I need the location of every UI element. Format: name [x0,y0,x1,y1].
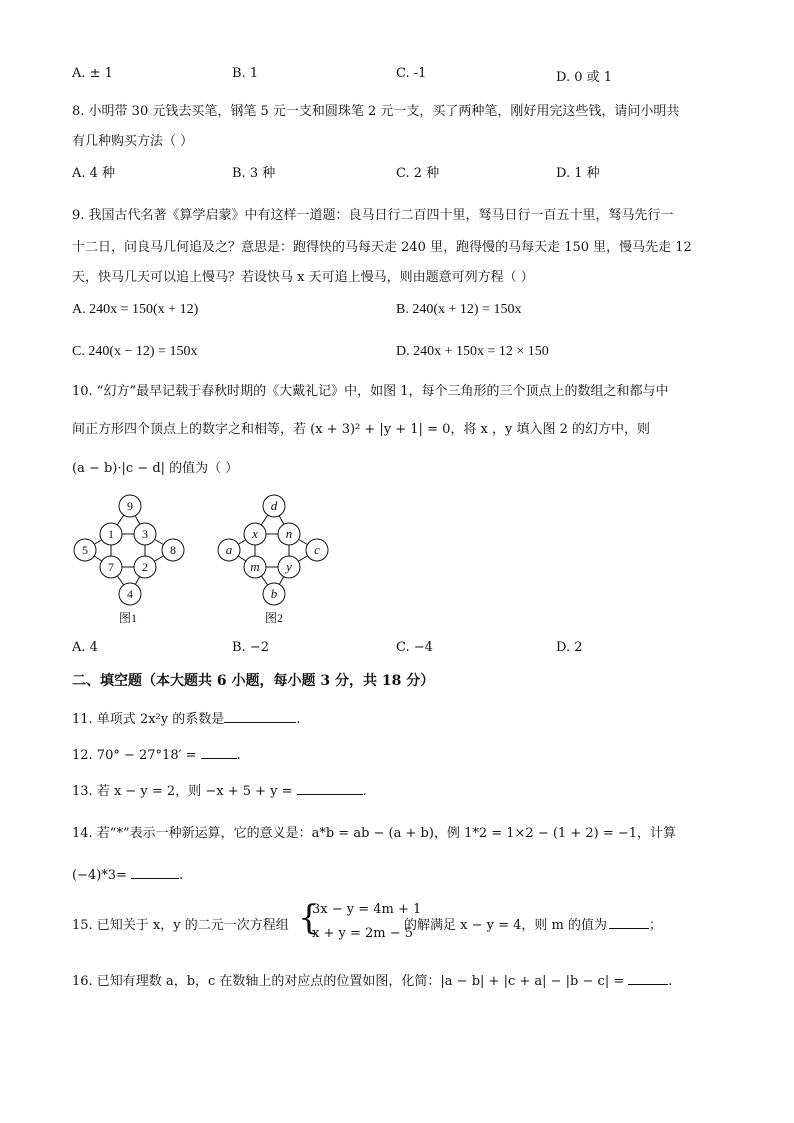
q8-stem-line2: 有几种购买方法（ ） [72,134,194,149]
q10-stem-line2: 间正方形四个顶点上的数字之和相等，若 (x + 3)² + |y + 1| = 0，将 x ，y 填入图 2 的幻方中，则 [72,422,650,437]
fig1-node-inner-br: 2 [142,560,148,574]
fig2-node-inner-bl: m [250,559,260,574]
q14-expression: (−4)*3= [72,868,127,883]
q8-option-b[interactable]: B. 3 种 [232,166,276,181]
q9-stem-line1: 9. 我国古代名著《算学启蒙》中有这样一道题：良马日行二百四十里，驽马日行一百五十里，驽马先行一 [72,208,674,223]
q16 [72,970,672,989]
fig2-node-right: c [314,542,320,557]
fig1-caption: 图1 [118,611,138,625]
q14-stem-line1: 14. 若“*”表示一种新运算，它的意义是：a*b = ab − (a + b)，例 1*2 = 1×2 − (1 + 2) = −1，计算 [72,826,677,841]
q11 [72,708,300,727]
q11-text: 11. 单项式 2x²y 的系数是 [72,712,225,727]
q10-options [72,640,732,662]
q9-stem-line2: 十二日，问良马几何追及之？意思是：跑得快的马每天走 240 里，跑得慢的马每天走 150 里，慢马先走 12 [72,240,692,255]
q8-options [72,162,732,184]
q10-stem-line1: 10. “幻方”最早记载于春秋时期的《大戴礼记》中，如图 1，每个三角形的三个顶点上的数组之和都与中 [72,384,669,399]
fig2-node-inner-br: y [286,559,292,574]
q15-tail [404,914,662,933]
q7-option-b[interactable]: B. 1 [232,66,259,81]
q13-text: 13. 若 x − y = 2，则 −x + 5 + y = [72,784,293,799]
q15-eq1: 3x − y = 4m + 1 [312,902,422,917]
q16-answer-blank[interactable] [628,970,668,985]
fig2-node-top: d [270,498,278,513]
fig2-node-left: a [225,542,233,557]
q11-answer-blank[interactable] [224,708,296,723]
fig1-node-inner-tr: 3 [142,527,148,541]
q15-text: 15. 已知关于 x，y 的二元一次方程组 [72,918,289,933]
fig1-node-top: 9 [127,499,133,513]
q10-option-a[interactable]: A. 4 [72,640,98,655]
q8-option-d[interactable]: D. 1 种 [556,166,600,181]
fig2-node-bottom: b [270,586,278,601]
q13-end: . [362,784,367,799]
q14-end: . [178,868,184,883]
q9-options-row2 [72,344,732,366]
q9-option-c[interactable]: C. 240(x − 12) = 150x [72,344,198,359]
q8-stem-line1: 8. 小明带 30 元钱去买笔，钢笔 5 元一支和圆珠笔 2 元一支，买了两种笔，刚好用完这些钱，请问小明共 [72,104,680,119]
fig1-node-inner-tl: 1 [108,527,114,541]
q9-option-b[interactable]: B. 240(x + 12) = 150x [396,302,522,317]
q16-end: . [668,974,673,989]
q13 [72,780,367,799]
magic-square-figures [68,490,348,630]
q14-line2 [72,864,183,883]
fig2-node-inner-tr: n [285,526,293,541]
q15-condition: 的解满足 x − y = 4，则 m 的值为 [404,918,607,933]
q10-option-c[interactable]: C. −4 [396,640,433,655]
q12-text: 12. 70° − 27°18′ = [72,748,197,763]
q12-answer-blank[interactable] [201,744,237,759]
q15-answer-blank[interactable] [609,914,649,929]
q7-options [72,66,732,88]
q15-end: ； [649,918,663,933]
q10-option-b[interactable]: B. −2 [232,640,269,655]
q16-text: 16. 已知有理数 a，b，c 在数轴上的对应点的位置如图，化简：|a − b| + |c + a| − |b − c| = [72,974,625,989]
q7-option-c[interactable]: C. -1 [396,66,427,81]
q10-option-d[interactable]: D. 2 [556,640,583,655]
q10-stem-line3: (a − b)·|c − d| 的值为（ ） [72,461,239,476]
q9-stem-line3: 天，快马几天可以追上慢马？若设快马 x 天可追上慢马，则由题意可列方程（ ） [72,270,534,285]
q8-option-c[interactable]: C. 2 种 [396,166,440,181]
fig2-caption: 图2 [264,611,284,625]
q15-brace: { [298,898,320,938]
q8-option-a[interactable]: A. 4 种 [72,166,116,181]
fig1-node-right: 8 [170,543,176,557]
q13-answer-blank[interactable] [297,780,363,795]
q12-end: . [236,748,241,763]
section-fill-in-title: 二、填空题（本大题共 6 小题，每小题 3 分，共 18 分） [72,673,435,689]
q15-eq2: x + y = 2m − 5 [312,926,414,941]
fig1-node-inner-bl: 7 [108,560,114,574]
q7-option-d[interactable]: D. 0 或 1 [556,70,613,85]
q9-options-row1 [72,302,732,324]
q9-option-a[interactable]: A. 240x = 150(x + 12) [72,302,199,317]
fig1-node-bottom: 4 [127,587,133,601]
fig2-node-inner-tl: x [252,526,258,541]
q12 [72,744,241,763]
q7-option-a[interactable]: A. ± 1 [72,66,113,81]
q14-answer-blank[interactable] [131,864,179,879]
q9-option-d[interactable]: D. 240x + 150x = 12 × 150 [396,344,549,359]
q11-end: . [296,712,301,727]
fig1-node-left: 5 [82,543,88,557]
